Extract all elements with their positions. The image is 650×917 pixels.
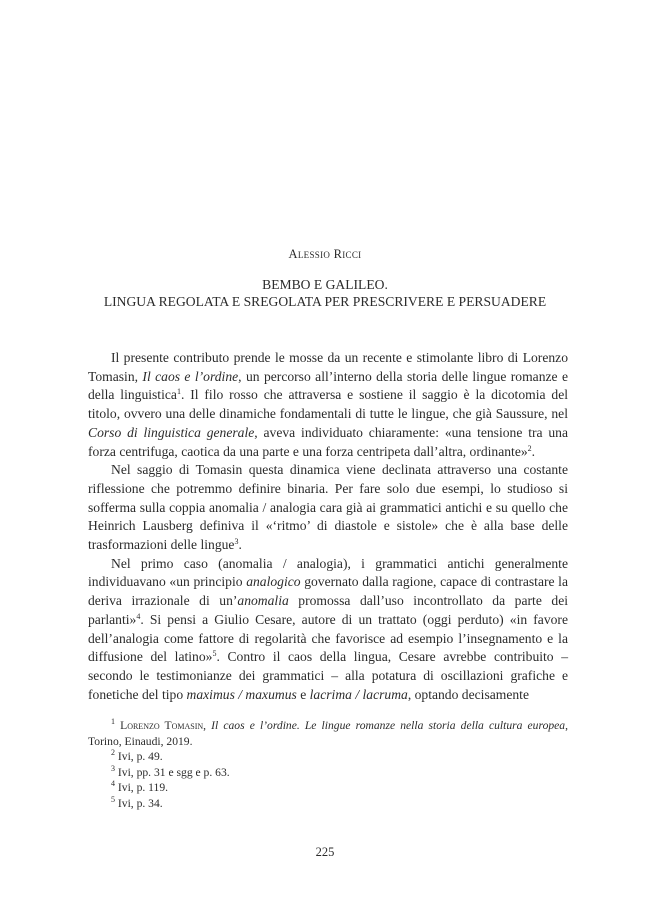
article-title-line-1: BEMBO E GALILEO.	[262, 277, 388, 292]
footnote-text: Ivi, p. 119.	[117, 781, 169, 794]
text-run: , Torino, Einaudi, 2019.	[88, 719, 569, 748]
text-run: .	[238, 537, 242, 553]
text-run: . Contro il caos della lingua, Cesare avrebbe contribuito – secondo le testimonianze dei grammatici – alla potatura di oscillazioni grafiche e fonetiche del tipo	[88, 649, 568, 702]
text-run: . Si pensi a Giulio Cesare, autore di un trattato (oggi perduto) «in favore dell’analogia come fattore di regolarità che favorisce ad esempio l’insegnamento e la diffusione del latino»	[88, 611, 568, 665]
footnote-text: Ivi, p. 49.	[117, 750, 163, 763]
text-run: Il presente contributo prende le mosse da un recente e stimolante libro di Lorenzo Tomasin,	[88, 350, 568, 384]
footnote-ref: 1	[176, 387, 181, 397]
article-body	[88, 349, 568, 704]
italic-term: analogico	[246, 574, 301, 590]
footnote-number: 2	[111, 748, 115, 757]
page-number: 225	[315, 845, 335, 859]
text-run: governato dalla ragione, capace di contrastare la deriva irrazionale di un’	[88, 574, 568, 609]
paragraph-3	[88, 555, 568, 705]
article-title	[30, 276, 620, 310]
footnotes	[88, 718, 568, 811]
text-run: , un percorso all’interno della storia delle lingue romanze e della linguistica	[88, 368, 569, 403]
footnote-ref: 3	[234, 537, 239, 547]
text-run: promossa dall’uso incontrollato da parte dei parlanti»	[88, 593, 568, 627]
footnote-book-title: Il caos e l’ordine. Le lingue romanze nella storia della cultura europea	[211, 719, 566, 732]
footnote-text: Ivi, pp. 31 e sgg e p. 63.	[117, 765, 230, 779]
paragraph-1	[88, 349, 568, 461]
text-run: , optando decisamente	[407, 686, 529, 702]
italic-term: lacrima / lacruma	[309, 686, 408, 702]
text-run: ,	[203, 719, 212, 732]
text-run: Nel saggio di Tomasin questa dinamica viene declinata attraverso una costante riflessione che potremmo definire binaria. Per fare solo due esempi, lo studioso si sofferma sulla coppia anomalia / analogia cara già ai grammatici antichi e su quello che Heinrich Lausberg definiva il «‘ritmo’ di diastole e sistole» che è alla base delle trasformazioni delle lingue	[88, 462, 568, 553]
paragraph-2	[88, 461, 568, 555]
text-run: . Il filo rosso che attraversa e sostiene il saggio è la dicotomia del titolo, ovvero una delle dinamiche fondamentali di tutte le lingue, che già Saussure, nel	[88, 387, 568, 422]
footnote-5	[88, 796, 568, 812]
text-run: e	[296, 686, 310, 702]
footnote-2	[88, 749, 568, 765]
author-name: Alessio Ricci	[288, 247, 362, 261]
text-run: Nel primo caso (anomalia / analogia), i grammatici antichi generalmente individuavano «un principio	[88, 555, 568, 590]
footnote-number: 3	[111, 763, 115, 773]
footnote-author: Lorenzo Tomasin	[120, 719, 204, 732]
footnote-number: 4	[111, 779, 115, 788]
footnote-text: Ivi, p. 34.	[117, 796, 163, 810]
footnote-ref: 5	[212, 649, 217, 659]
footnote-1	[88, 718, 568, 749]
italic-term: anomalia	[237, 593, 289, 609]
footnote-number: 1	[111, 717, 115, 726]
text-run: .	[531, 443, 536, 459]
italic-term: maximus / maxumus	[186, 686, 297, 702]
book-title: Il caos e l’ordine	[142, 368, 239, 384]
text-run: , aveva individuato chiaramente: «una tensione tra una forza centrifuga, caotica da una parte e una forza centripeta dall’altra, ordinante»	[88, 424, 569, 459]
article-title-line-2: LINGUA REGOLATA E SREGOLATA PER PRESCRIVERE E PERSUADERE	[103, 294, 547, 309]
footnote-3	[88, 765, 568, 781]
footnote-ref: 4	[136, 611, 141, 621]
book-title: Corso di linguistica generale	[88, 424, 255, 440]
footnote-number: 5	[111, 794, 115, 804]
footnote-ref: 2	[527, 443, 532, 453]
footnote-4	[88, 780, 568, 796]
